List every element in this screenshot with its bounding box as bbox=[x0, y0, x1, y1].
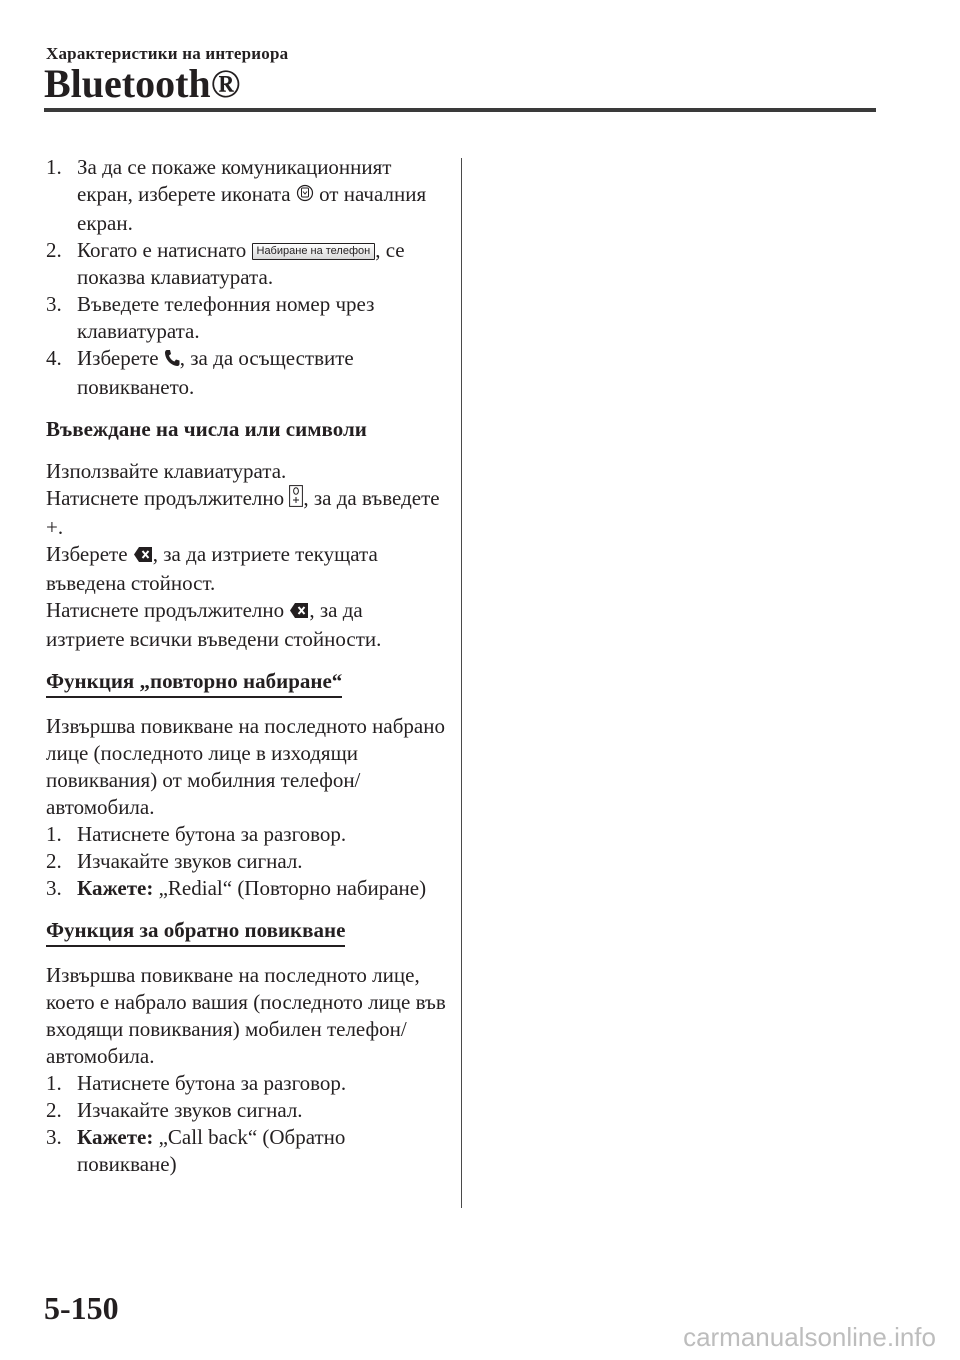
backspace-delete-icon bbox=[289, 599, 309, 626]
header-rule bbox=[44, 108, 876, 112]
phone-screen-icon bbox=[296, 183, 314, 210]
list-item: 1. Натиснете бутона за разговор. bbox=[46, 1071, 347, 1095]
body-text: Изберете , за да изтриете текущата въведена стойност. bbox=[46, 542, 378, 595]
page-number: 5-150 bbox=[44, 1290, 119, 1326]
list-item: 3. Кажете: „Call back“ (Обратно повикване) bbox=[46, 1125, 346, 1176]
intro-steps bbox=[46, 154, 446, 401]
list-item: 3. Въведете телефонния номер чрез клавиатурата. bbox=[46, 292, 375, 343]
phone-handset-icon bbox=[164, 347, 180, 374]
redial-heading: Функция „повторно набиране“ bbox=[46, 668, 342, 698]
list-item: 2. Когато е натиснато Набиране на телефон , се показва клавиатурата. bbox=[46, 238, 405, 289]
body-text: Натиснете продължително , за да изтриете всички въведени стойности. bbox=[46, 598, 382, 651]
section-label: Характеристики на интериора bbox=[46, 44, 289, 63]
callback-heading: Функция за обратно повикване bbox=[46, 917, 345, 947]
body-text: Извършва повикване на последното набрано лице (последното лице в изходящи повиквания) от мобилния телефон/автомобила. bbox=[46, 714, 445, 819]
watermark: carmanualsonline.info bbox=[683, 1322, 936, 1352]
body-text: Натиснете продължително , за да въведете +. bbox=[46, 486, 440, 539]
chapter-title: Bluetooth® bbox=[44, 61, 241, 106]
backspace-delete-icon bbox=[133, 543, 153, 570]
list-item: 1. Натиснете бутона за разговор. bbox=[46, 822, 347, 846]
zero-plus-key-icon bbox=[289, 485, 303, 514]
list-item: 2. Изчакайте звуков сигнал. bbox=[46, 849, 303, 873]
callback-steps bbox=[46, 1070, 446, 1178]
list-item: 3. Кажете: „Redial“ (Повторно набиране) bbox=[46, 876, 427, 900]
column-divider bbox=[461, 158, 462, 1208]
list-item: 1. За да се покаже комуникационният екран, изберете иконата от началния екран. bbox=[46, 155, 427, 235]
list-item: 4. Изберете , за да осъществите повикването. bbox=[46, 346, 354, 399]
redial-steps bbox=[46, 821, 446, 902]
numbers-symbols-heading: Въвеждане на числа или символи bbox=[46, 417, 367, 441]
list-item: 2. Изчакайте звуков сигнал. bbox=[46, 1098, 303, 1122]
body-text: Използвайте клавиатурата. bbox=[46, 459, 287, 483]
body-text: Извършва повикване на последното лице, което е набрало вашия (последното лице във входящи повиквания) мобилен телефон/автомобила. bbox=[46, 963, 446, 1068]
dial-phone-button: Набиране на телефон bbox=[252, 243, 376, 260]
left-column bbox=[46, 154, 446, 1178]
